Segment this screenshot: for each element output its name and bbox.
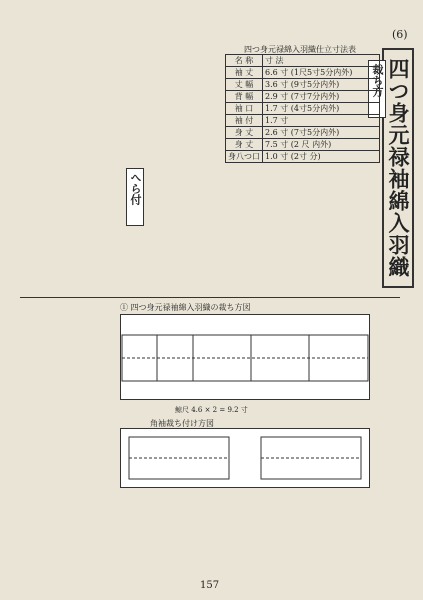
diagram2-caption: 角袖裁ち付け方図 (150, 419, 214, 428)
section-heading-cut-label: 裁ち方 (371, 64, 384, 97)
section-heading-hera (126, 168, 144, 226)
table-row (226, 139, 380, 151)
measurements-table (225, 54, 380, 163)
cutting-diagram-svg (121, 315, 369, 399)
table-cell-value: 2.6 寸 (7寸5分内外) (263, 127, 380, 139)
page-title: 四つ身元禄袖綿入羽織 (386, 58, 411, 278)
table-header-row (226, 55, 380, 67)
table-row (226, 127, 380, 139)
table-row (226, 91, 380, 103)
table-row (226, 151, 380, 163)
table-cell-name: 丈 幅 (226, 79, 263, 91)
secondary-diagram (120, 428, 370, 488)
table-cell-name: 袖 丈 (226, 67, 263, 79)
table-cell-name: 身八つ口 (226, 151, 263, 163)
table-header-cell: 名 称 (226, 55, 263, 67)
section-divider (20, 297, 400, 298)
table-cell-name: 背 幅 (226, 91, 263, 103)
table-cell-value: 2.9 寸 (7寸7分内外) (263, 91, 380, 103)
table-cell-name: 身 丈 (226, 127, 263, 139)
table-header-cell: 寸 法 (263, 55, 380, 67)
table-cell-name: 袖 付 (226, 115, 263, 127)
table-cell-name: 身 丈 (226, 139, 263, 151)
table-cell-value: 7.5 寸 (2 尺 内外) (263, 139, 380, 151)
table-cell-value: 1.7 寸 (263, 115, 380, 127)
title-box (382, 48, 414, 288)
diagram-note: 鯨尺 4.6 × 2 = 9.2 寸 (175, 406, 248, 414)
section-heading-hera-label: へら付 (129, 172, 142, 205)
chapter-number: (6) (392, 28, 408, 41)
secondary-diagram-svg (121, 429, 369, 487)
table-row (226, 67, 380, 79)
table-cell-name: 袖 口 (226, 103, 263, 115)
measurements-table-body (226, 55, 380, 163)
page-number: 157 (200, 580, 220, 591)
table-row (226, 103, 380, 115)
table-cell-value: 3.6 寸 (9寸5分内外) (263, 79, 380, 91)
table-cell-value: 6.6 寸 (1尺5寸5分内外) (263, 67, 380, 79)
table-cell-value: 1.0 寸 (2寸 分) (263, 151, 380, 163)
diagram-caption: ① 四つ身元禄袖綿入羽織の裁ち方図 (120, 303, 251, 312)
table-row (226, 79, 380, 91)
table-row (226, 115, 380, 127)
cutting-diagram (120, 314, 370, 400)
table-caption: 四つ身元禄綿入羽織仕立寸法表 (244, 45, 356, 54)
table-cell-value: 1.7 寸 (4寸5分内外) (263, 103, 380, 115)
